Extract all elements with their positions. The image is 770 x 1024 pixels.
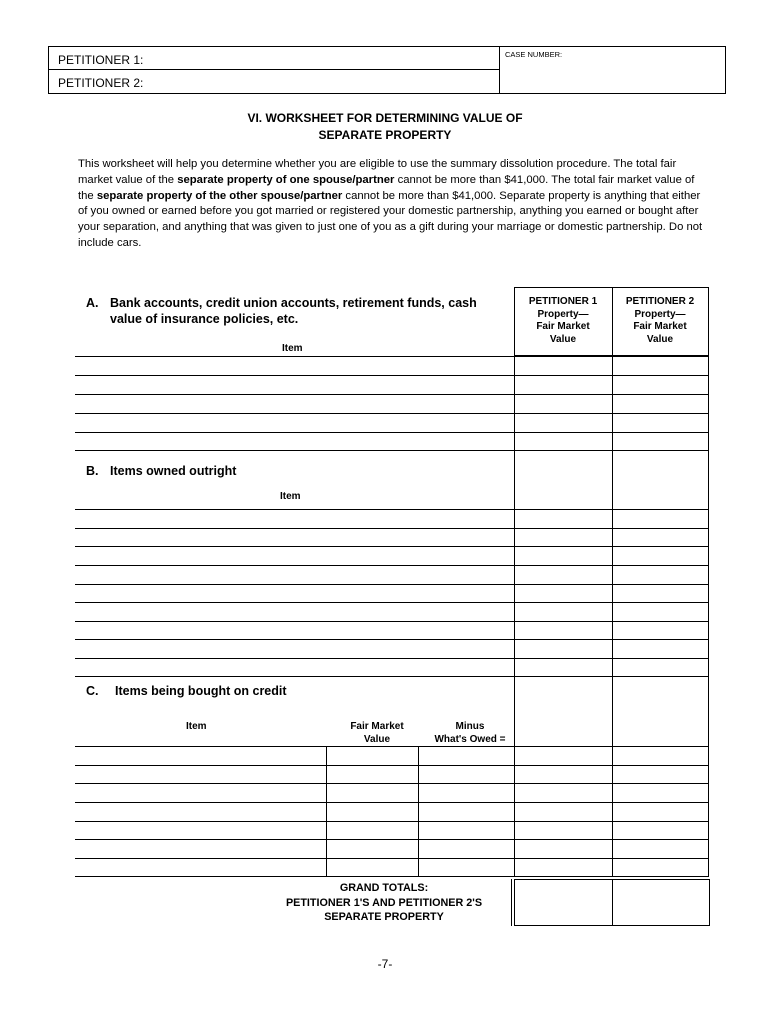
case-number-label: CASE NUMBER: [505, 50, 563, 59]
section-c-row-line [75, 765, 709, 766]
section-c-row-line [75, 821, 709, 822]
section-a-row-line [75, 432, 709, 433]
column-top-border [514, 287, 709, 288]
section-c-row-line [75, 783, 709, 784]
section-b-row-line [75, 528, 709, 529]
section-c-title: Items being bought on credit [115, 684, 287, 698]
section-b-row-line [75, 621, 709, 622]
petitioner2-label: PETITIONER 2: [58, 76, 144, 90]
petitioner1-field[interactable] [58, 57, 59, 58]
section-b-title: Items owned outright [110, 464, 237, 478]
section-a-item-label: Item [282, 343, 303, 354]
section-a-title-line2: value of insurance policies, etc. [110, 312, 299, 326]
case-header-box [48, 46, 726, 94]
section-b-row-line [75, 584, 709, 585]
section-c-row-line [75, 802, 709, 803]
page-title-line1: VI. WORKSHEET FOR DETERMINING VALUE OF [247, 111, 523, 125]
grand-totals-label: GRAND TOTALS: PETITIONER 1'S AND PETITIONER 2'S SEPARATE PROPERTY [285, 882, 483, 923]
section-a-row-line [75, 394, 709, 395]
petitioner2-grand-total-field[interactable] [613, 880, 709, 925]
section-c-row-line [75, 839, 709, 840]
petitioner1-grand-total-field[interactable] [515, 880, 612, 925]
section-b-row-line [75, 676, 709, 677]
petitioner1-column-header: PETITIONER 1 Property— Fair Market Value [528, 296, 598, 345]
section-a-letter: A. [86, 296, 99, 310]
section-b-row-line [75, 602, 709, 603]
page-title-line2: SEPARATE PROPERTY [318, 128, 452, 142]
section-c-letter: C. [86, 684, 99, 698]
grand-totals-double-rule [511, 879, 512, 926]
section-c-minus-header: Minus What's Owed = [434, 721, 506, 745]
section-c-row-line [75, 858, 709, 859]
section-c-row-line [75, 746, 709, 747]
section-b-row-line [75, 565, 709, 566]
petitioner1-label: PETITIONER 1: [58, 53, 144, 67]
grand-totals-box [514, 879, 710, 926]
section-a-title-line1: Bank accounts, credit union accounts, retirement funds, cash [110, 296, 477, 310]
header-divider [499, 47, 500, 93]
section-a-row-line [75, 413, 709, 414]
section-b-row-line [75, 658, 709, 659]
section-b-row-line [75, 639, 709, 640]
page-number: -7- [377, 957, 393, 971]
section-b-letter: B. [86, 464, 99, 478]
header-row-divider [49, 69, 499, 70]
section-a-row-line [75, 356, 709, 357]
section-b-row-line [75, 546, 709, 547]
section-c-fmv-header: Fair Market Value [350, 721, 404, 745]
section-c-row-line [75, 876, 709, 877]
intro-paragraph: This worksheet will help you determine whether you are eligible to use the summary dissolution procedure. The total fair market value of the separate property of one spouse/partner cannot be more than $41,000. The total fair market value of the separate property of the other spouse/partner cannot be more than $41,000. Separate property is anything that either of you owned or earned before you got married or registered your domestic partnership, anything you earned or bought after your separation, and anything that was given to just one of you as a gift during your marriage or domestic partnership. Do not include cars. [78, 158, 703, 249]
section-b-row-line [75, 509, 709, 510]
section-a-row-line [75, 375, 709, 376]
section-c-item-label: Item [186, 721, 207, 732]
petitioner2-column-header: PETITIONER 2 Property— Fair Market Value [625, 296, 695, 345]
section-a-row-line [75, 450, 709, 451]
section-b-item-label: Item [280, 491, 301, 502]
